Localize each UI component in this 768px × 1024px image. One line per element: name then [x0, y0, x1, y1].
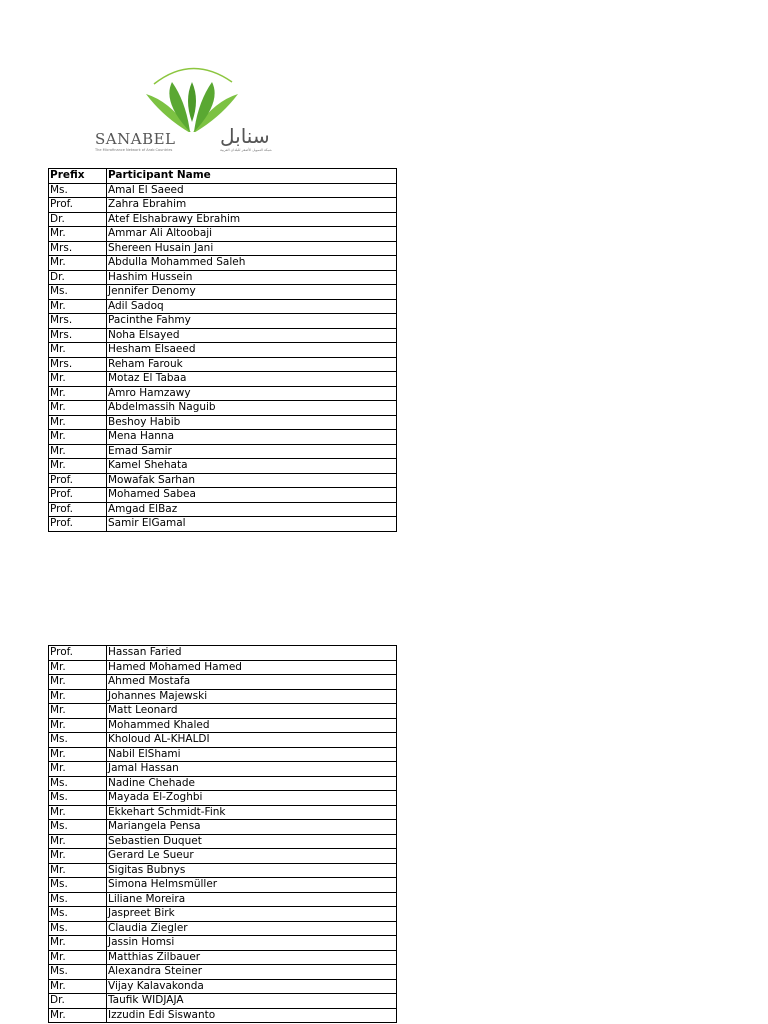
participant-name-cell: Mowafak Sarhan [107, 473, 397, 488]
prefix-cell: Mr. [49, 401, 107, 416]
prefix-cell: Ms. [49, 733, 107, 748]
participant-name-cell: Liliane Moreira [107, 892, 397, 907]
prefix-cell: Ms. [49, 183, 107, 198]
table-row [49, 936, 397, 951]
table-row [49, 950, 397, 965]
participant-name-cell: Emad Samir [107, 444, 397, 459]
participant-name-cell: Mohammed Khaled [107, 718, 397, 733]
table-row [49, 965, 397, 980]
participant-name-cell: Kamel Shehata [107, 459, 397, 474]
participant-name-cell: Shereen Husain Jani [107, 241, 397, 256]
participant-name-cell: Nabil ElShami [107, 747, 397, 762]
participant-name-cell: Matt Leonard [107, 704, 397, 719]
prefix-cell: Mr. [49, 689, 107, 704]
table-row [49, 863, 397, 878]
prefix-cell: Mrs. [49, 328, 107, 343]
table-row [49, 212, 397, 227]
table-row [49, 241, 397, 256]
participant-name-cell: Ekkehart Schmidt-Fink [107, 805, 397, 820]
table-row [49, 704, 397, 719]
prefix-cell: Mrs. [49, 357, 107, 372]
prefix-cell: Mr. [49, 444, 107, 459]
participant-name-cell: Reham Farouk [107, 357, 397, 372]
prefix-cell: Mr. [49, 227, 107, 242]
prefix-cell: Prof. [49, 473, 107, 488]
prefix-cell: Mr. [49, 979, 107, 994]
prefix-cell: Dr. [49, 270, 107, 285]
participant-name-cell: Mayada El-Zoghbi [107, 791, 397, 806]
participant-name-cell: Jennifer Denomy [107, 285, 397, 300]
prefix-cell: Prof. [49, 198, 107, 213]
table-row [49, 386, 397, 401]
prefix-cell: Mr. [49, 718, 107, 733]
table-row [49, 892, 397, 907]
table-row [49, 357, 397, 372]
prefix-cell: Mr. [49, 762, 107, 777]
prefix-cell: Prof. [49, 502, 107, 517]
table-row [49, 805, 397, 820]
table-row [49, 285, 397, 300]
table-row [49, 921, 397, 936]
prefix-cell: Mr. [49, 675, 107, 690]
prefix-cell: Mrs. [49, 241, 107, 256]
participants-table-2 [48, 645, 397, 1023]
participant-name-cell: Mohamed Sabea [107, 488, 397, 503]
table-row [49, 1008, 397, 1023]
prefix-cell: Mr. [49, 849, 107, 864]
participant-name-cell: Amgad ElBaz [107, 502, 397, 517]
participant-name-cell: Hassan Faried [107, 646, 397, 661]
table-row [49, 878, 397, 893]
table-row [49, 343, 397, 358]
prefix-cell: Ms. [49, 921, 107, 936]
table-row [49, 459, 397, 474]
participant-name-cell: Matthias Zilbauer [107, 950, 397, 965]
logo-name-en: SANABEL [95, 130, 176, 148]
table-row [49, 646, 397, 661]
table-row [49, 502, 397, 517]
logo-tagline-ar: شبكة التمويل الأصغر للبلدان العربية [220, 148, 272, 152]
participant-name-cell: Simona Helmsmüller [107, 878, 397, 893]
table-header-row [49, 169, 397, 184]
table-row [49, 675, 397, 690]
prefix-cell: Mrs. [49, 314, 107, 329]
participant-name-cell: Sigitas Bubnys [107, 863, 397, 878]
prefix-cell: Mr. [49, 459, 107, 474]
logo-name-ar: سنابل [220, 124, 270, 148]
table-row [49, 488, 397, 503]
table-row [49, 660, 397, 675]
table-row [49, 979, 397, 994]
prefix-cell: Mr. [49, 343, 107, 358]
participant-name-cell: Atef Elshabrawy Ebrahim [107, 212, 397, 227]
prefix-cell: Mr. [49, 936, 107, 951]
table-row [49, 747, 397, 762]
table-row [49, 227, 397, 242]
prefix-cell: Dr. [49, 212, 107, 227]
participant-name-cell: Sebastien Duquet [107, 834, 397, 849]
participant-name-cell: Hesham Elsaeed [107, 343, 397, 358]
table-row [49, 256, 397, 271]
participant-name-cell: Pacinthe Fahmy [107, 314, 397, 329]
participant-name-cell: Hamed Mohamed Hamed [107, 660, 397, 675]
table-row [49, 689, 397, 704]
participant-name-cell: Mena Hanna [107, 430, 397, 445]
participant-name-cell: Mariangela Pensa [107, 820, 397, 835]
participant-name-cell: Gerard Le Sueur [107, 849, 397, 864]
sanabel-logo [92, 62, 296, 160]
prefix-cell: Dr. [49, 994, 107, 1009]
prefix-cell: Ms. [49, 820, 107, 835]
table-row [49, 430, 397, 445]
participants-table-1 [48, 168, 397, 532]
participant-name-cell: Nadine Chehade [107, 776, 397, 791]
prefix-cell: Mr. [49, 747, 107, 762]
table-row [49, 328, 397, 343]
prefix-cell: Mr. [49, 256, 107, 271]
prefix-cell: Mr. [49, 386, 107, 401]
table-row [49, 733, 397, 748]
prefix-cell: Prof. [49, 517, 107, 532]
participant-name-cell: Samir ElGamal [107, 517, 397, 532]
participant-name-cell: Noha Elsayed [107, 328, 397, 343]
prefix-cell: Ms. [49, 878, 107, 893]
participant-name-cell: Adil Sadoq [107, 299, 397, 314]
participant-name-cell: Claudia Ziegler [107, 921, 397, 936]
prefix-cell: Mr. [49, 704, 107, 719]
participant-name-cell: Alexandra Steiner [107, 965, 397, 980]
table-row [49, 314, 397, 329]
participant-name-cell: Ammar Ali Altoobaji [107, 227, 397, 242]
participant-name-cell: Beshoy Habib [107, 415, 397, 430]
table-row [49, 415, 397, 430]
table-row [49, 776, 397, 791]
participant-name-cell: Kholoud AL-KHALDI [107, 733, 397, 748]
participant-name-cell: Motaz El Tabaa [107, 372, 397, 387]
wheat-leaves-icon [92, 62, 296, 132]
logo-tagline-en: The Microfinance Network of Arab Countries [95, 148, 173, 152]
prefix-cell: Ms. [49, 892, 107, 907]
table-row [49, 849, 397, 864]
prefix-cell: Mr. [49, 805, 107, 820]
table-row [49, 444, 397, 459]
header-prefix: Prefix [49, 169, 107, 184]
prefix-cell: Prof. [49, 646, 107, 661]
table-row [49, 473, 397, 488]
participant-name-cell: Abdulla Mohammed Saleh [107, 256, 397, 271]
header-participant-name: Participant Name [107, 169, 397, 184]
prefix-cell: Mr. [49, 1008, 107, 1023]
prefix-cell: Ms. [49, 907, 107, 922]
table-row [49, 718, 397, 733]
table-row [49, 791, 397, 806]
prefix-cell: Mr. [49, 834, 107, 849]
table-row [49, 198, 397, 213]
participant-name-cell: Jamal Hassan [107, 762, 397, 777]
participant-name-cell: Johannes Majewski [107, 689, 397, 704]
prefix-cell: Ms. [49, 791, 107, 806]
prefix-cell: Mr. [49, 863, 107, 878]
prefix-cell: Mr. [49, 372, 107, 387]
participant-name-cell: Izzudin Edi Siswanto [107, 1008, 397, 1023]
prefix-cell: Ms. [49, 776, 107, 791]
prefix-cell: Prof. [49, 488, 107, 503]
participant-name-cell: Amal El Saeed [107, 183, 397, 198]
table-row [49, 820, 397, 835]
table-row [49, 299, 397, 314]
table-row [49, 994, 397, 1009]
prefix-cell: Mr. [49, 660, 107, 675]
table-row [49, 183, 397, 198]
prefix-cell: Ms. [49, 285, 107, 300]
prefix-cell: Mr. [49, 430, 107, 445]
participant-name-cell: Ahmed Mostafa [107, 675, 397, 690]
table-row [49, 834, 397, 849]
participant-name-cell: Amro Hamzawy [107, 386, 397, 401]
participant-name-cell: Abdelmassih Naguib [107, 401, 397, 416]
participant-name-cell: Taufik WIDJAJA [107, 994, 397, 1009]
prefix-cell: Ms. [49, 965, 107, 980]
participant-name-cell: Jaspreet Birk [107, 907, 397, 922]
participant-name-cell: Hashim Hussein [107, 270, 397, 285]
participant-name-cell: Zahra Ebrahim [107, 198, 397, 213]
table-row [49, 372, 397, 387]
table-row [49, 762, 397, 777]
table-row [49, 907, 397, 922]
table-row [49, 401, 397, 416]
prefix-cell: Mr. [49, 299, 107, 314]
participant-name-cell: Vijay Kalavakonda [107, 979, 397, 994]
participant-name-cell: Jassin Homsi [107, 936, 397, 951]
table-row [49, 517, 397, 532]
prefix-cell: Mr. [49, 950, 107, 965]
prefix-cell: Mr. [49, 415, 107, 430]
table-row [49, 270, 397, 285]
